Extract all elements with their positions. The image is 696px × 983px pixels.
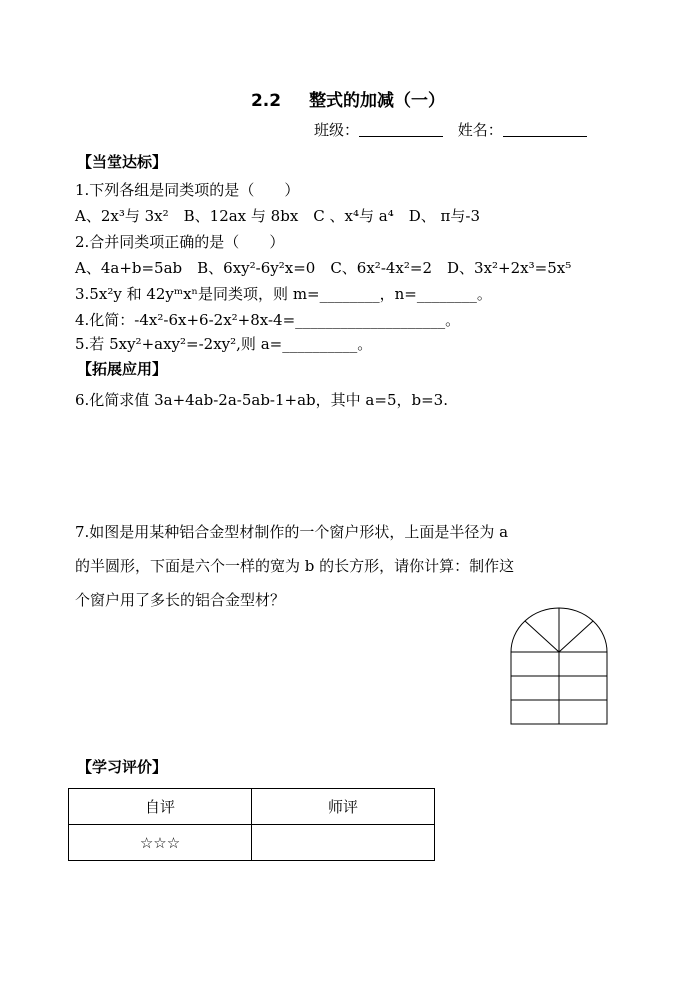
self-evaluation-stars[interactable]: ☆☆☆ [69, 825, 252, 861]
question-7-line-1: 7.如图是用某种铝合金型材制作的一个窗户形状，上面是半径为 a [75, 523, 509, 541]
class-blank[interactable] [359, 122, 443, 137]
table-row [69, 825, 435, 861]
question-7-line-2: 的半圆形，下面是六个一样的宽为 b 的长方形，请你计算：制作这 [75, 557, 515, 575]
question-3: 3.5x²y 和 42yᵐxⁿ是同类项，则 m=________，n=________。 [75, 285, 492, 303]
student-info-line [314, 119, 587, 140]
window-diagram [508, 604, 610, 728]
evaluation-table [68, 788, 435, 861]
question-1-stem: 1.下列各组是同类项的是（ ） [75, 181, 300, 199]
section-heading-classroom: 【当堂达标】 [77, 153, 168, 171]
table-header-row [69, 789, 435, 825]
teacher-evaluation-cell[interactable] [252, 825, 435, 861]
title-text: 整式的加减（一） [309, 91, 446, 111]
section-number: 2.2 [250, 91, 282, 111]
header-teacher-evaluation: 师评 [252, 789, 435, 825]
question-7-line-3: 个窗户用了多长的铝合金型材？ [75, 591, 286, 609]
question-4: 4.化简：-4x²-6x+6-2x²+8x-4=____________________。 [75, 311, 461, 329]
class-label: 班级： [314, 121, 360, 139]
question-5: 5.若 5xy²+axy²=-2xy²,则 a=__________。 [75, 335, 373, 353]
name-blank[interactable] [503, 122, 587, 137]
header-self-evaluation: 自评 [69, 789, 252, 825]
question-2-stem: 2.合并同类项正确的是（ ） [75, 233, 285, 251]
question-2-options: A、4a+b=5ab B、6xy²-6y²x=0 C、6x²-4x²=2 D、3x²+2x³=5x⁵ [75, 259, 572, 277]
section-heading-evaluation: 【学习评价】 [77, 758, 168, 776]
section-heading-extension: 【拓展应用】 [77, 360, 168, 378]
page-title [0, 86, 696, 111]
arc-divider-right [559, 621, 593, 652]
question-1-options: A、2x³与 3x² B、12ax 与 8bx C 、x⁴与 a⁴ D、 π与-3 [75, 207, 480, 225]
arc-divider-left [525, 621, 559, 652]
question-6: 6.化简求值 3a+4ab-2a-5ab-1+ab，其中 a=5，b=3. [75, 391, 448, 409]
name-label: 姓名： [457, 121, 503, 139]
